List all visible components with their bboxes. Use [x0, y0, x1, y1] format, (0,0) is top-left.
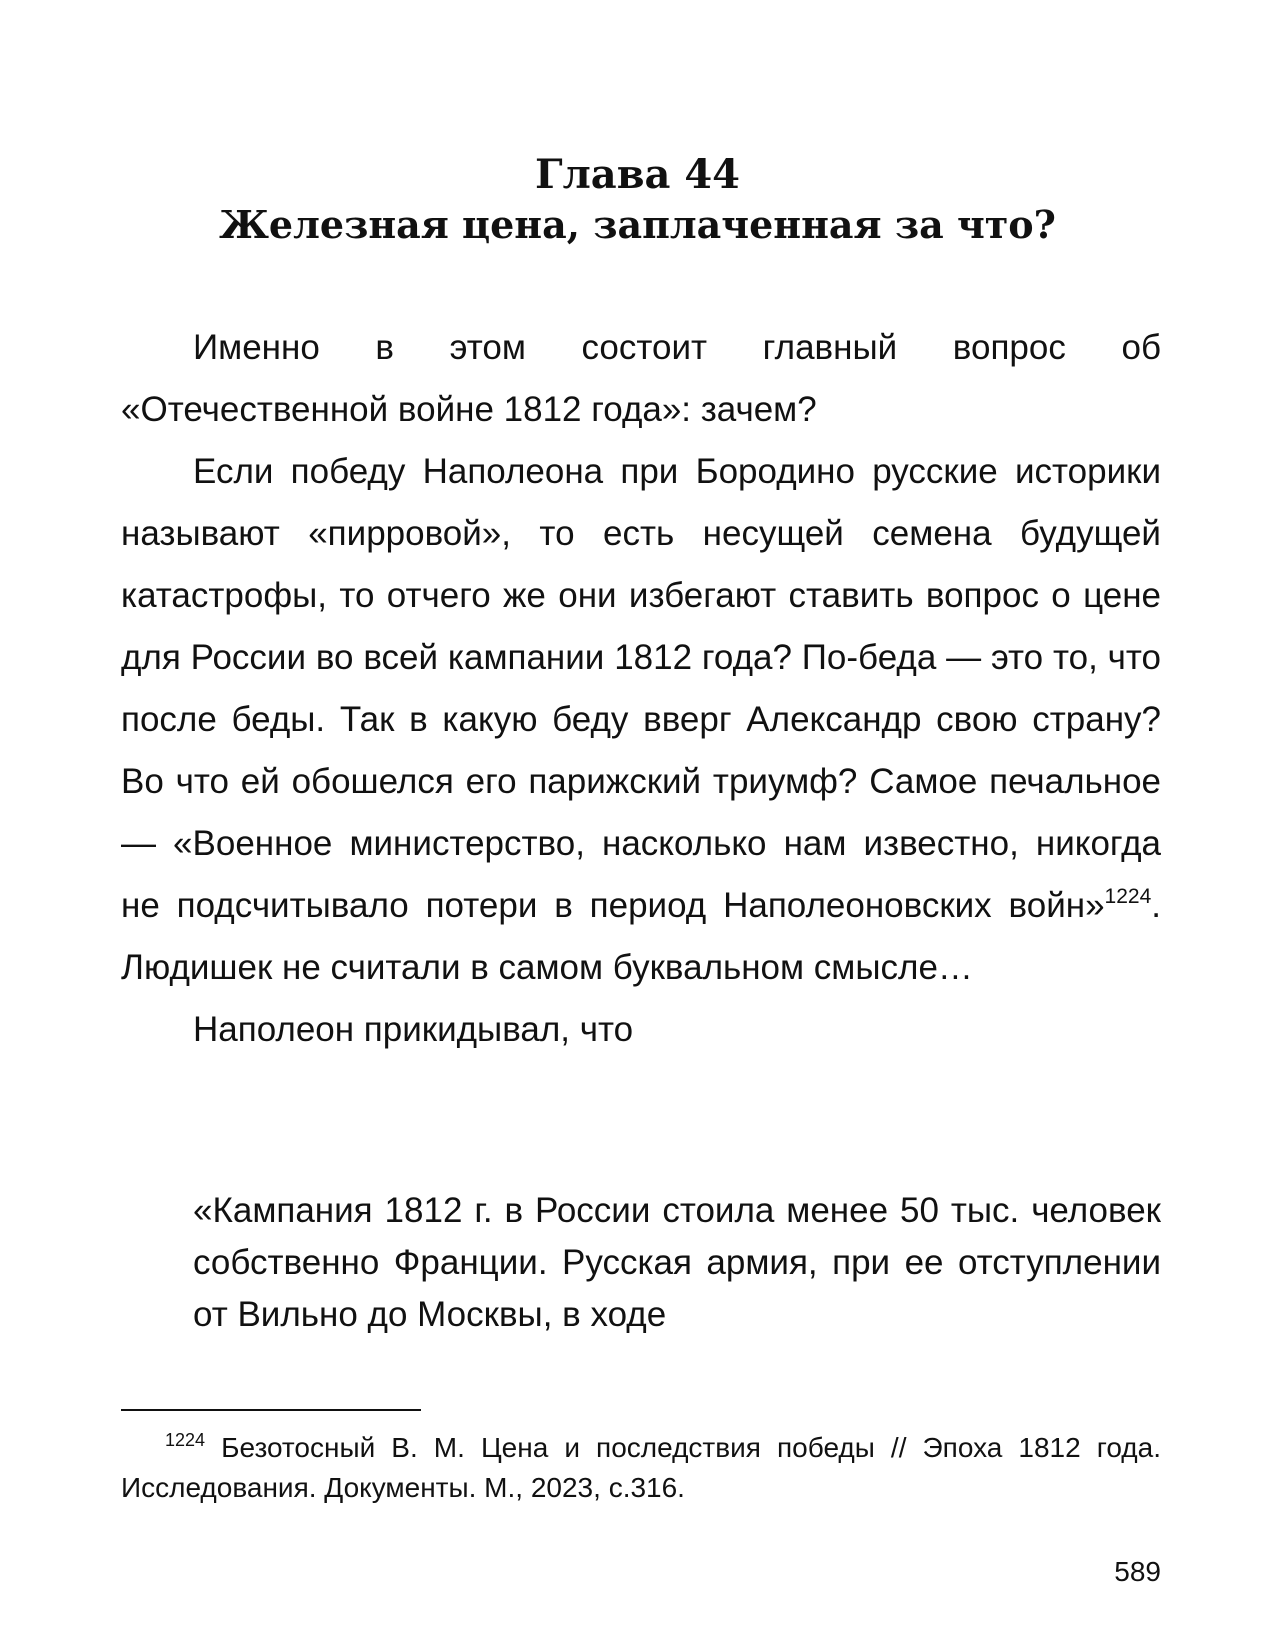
- footnote-number: 1224: [165, 1430, 206, 1450]
- body-text: [121, 317, 1161, 1061]
- paragraph-text: Если победу Наполеона при Бородино русские историки называют «пирровой», то есть несущей семена будущей катастрофы, то отчего же они избегают ставить вопрос о цене для России во всей кампании 1812 года? По-беда — это то, что после беды. Так в какую беду вверг Александр свою страну? Во что ей обошелся его парижский триумф? Самое печальное — «Военное министерство, насколько нам известно, никогда не подсчитывало потери в период Наполеоновских войн»: [121, 452, 1161, 925]
- block-quote: [193, 1185, 1161, 1341]
- footnotes: [121, 1428, 1161, 1508]
- footnote-text: Безотосный В. М. Цена и последствия победы // Эпоха 1812 года. Исследования. Документы. М., 2023, с.316.: [121, 1432, 1161, 1503]
- footnote-reference[interactable]: 1224: [1104, 885, 1152, 908]
- chapter-heading: [0, 150, 1275, 250]
- paragraph: [121, 441, 1161, 999]
- footnote: [121, 1428, 1161, 1508]
- chapter-title: Железная цена, заплаченная за что?: [219, 202, 1056, 247]
- paragraph: Именно в этом состоит главный вопрос об «Отечественной войне 1812 года»: зачем?: [121, 328, 1161, 429]
- paragraph: Наполеон прикидывал, что: [193, 1010, 634, 1049]
- footnote-divider: [121, 1409, 421, 1411]
- chapter-number: Глава 44: [534, 151, 741, 198]
- paragraph-text: . Людишек не считали в самом буквальном смысле…: [121, 886, 1161, 987]
- page-number: 589: [1114, 1556, 1161, 1587]
- quote-text: «Кампания 1812 г. в России стоила менее 50 тыс. человек собственно Франции. Русская армия, при ее отступлении от Вильно до Москвы, в ходе: [193, 1191, 1161, 1334]
